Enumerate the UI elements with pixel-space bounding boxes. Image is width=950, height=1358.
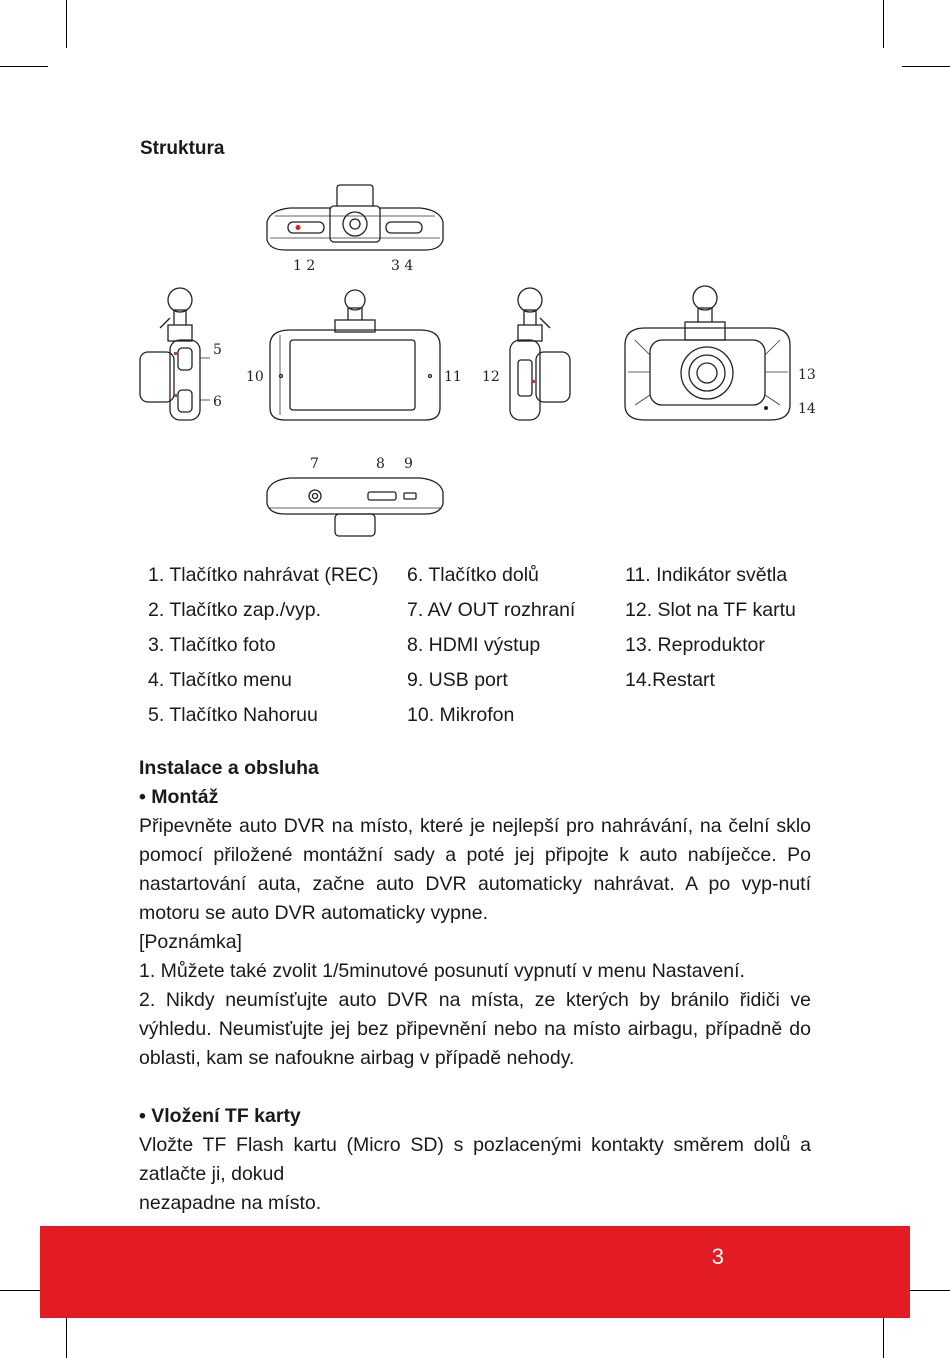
legend-item: 14.Restart: [625, 669, 715, 691]
legend-item: 6. Tlačítko dolů: [407, 564, 539, 586]
legend-item: 4. Tlačítko menu: [148, 669, 292, 691]
mount-subtitle: • Montáž: [139, 786, 219, 808]
bottom-view: [267, 478, 443, 536]
rear-screen-view: [270, 290, 440, 420]
top-view: [267, 185, 443, 250]
tf-card-subtitle: • Vložení TF karty: [139, 1105, 301, 1127]
diagram-label: 12: [482, 369, 500, 385]
diagram-label: 7: [310, 456, 319, 472]
diagram-label: 11: [444, 369, 462, 385]
installation-section: [139, 754, 811, 1218]
legend-item: 5. Tlačítko Nahoruu: [148, 704, 318, 726]
mount-paragraph: Připevněte auto DVR na místo, které je nejlepší pro nahrávání, na čelní sklo pomocí přiložené montážní sady a poté jej připojte k auto nabíječce. Po nastartování auta, začne auto DVR automaticky nahrávat. A po vyp-nutí motoru se auto DVR automaticky vypne.: [139, 815, 811, 924]
legend-item: 9. USB port: [407, 669, 508, 691]
legend-item: 10. Mikrofon: [407, 704, 515, 726]
note-item: 1. Můžete také zvolit 1/5minutové posunutí vypnutí v menu Nastavení.: [139, 960, 745, 982]
footer-band: [40, 1226, 910, 1318]
diagram-label: 14: [798, 401, 816, 417]
diagram-label: 3 4: [391, 258, 414, 274]
legend-column: [148, 558, 378, 733]
diagram-label: 8: [376, 456, 385, 472]
tf-card-paragraph: Vložte TF Flash kartu (Micro SD) s pozlacenými kontakty směrem dolů a zatlačte ji, dokud: [139, 1134, 811, 1185]
diagram-label: 10: [246, 369, 264, 385]
left-side-view: [140, 288, 210, 420]
camera-front-view: [625, 286, 790, 420]
legend-item: 12. Slot na TF kartu: [625, 599, 796, 621]
right-side-view: [510, 288, 570, 420]
legend-item: 13. Reproduktor: [625, 634, 765, 656]
section-title: Struktura: [140, 138, 225, 159]
spacer: [139, 1073, 811, 1102]
legend-item: 3. Tlačítko foto: [148, 634, 276, 656]
diagram-label: 6: [213, 394, 222, 410]
legend-item: 1. Tlačítko nahrávat (REC): [148, 564, 379, 586]
page-number: 3: [711, 1244, 724, 1269]
tf-card-paragraph-end: nezapadne na místo.: [139, 1192, 322, 1214]
legend-item: 7. AV OUT rozhraní: [407, 599, 576, 621]
installation-title: Instalace a obsluha: [139, 757, 319, 779]
diagram-label: 13: [798, 367, 816, 383]
diagram-label: 1 2: [293, 258, 316, 274]
legend-column: [625, 558, 796, 698]
diagram-label: 9: [404, 456, 413, 472]
diagram-label: 5: [213, 342, 222, 358]
note-item: 2. Nikdy neumísťujte auto DVR na místa, ze kterých by bránilo řidiči ve výhledu. Neumisťujte jej bez připevnění nebo na místo airbagu, případně do oblasti, kam se nafoukne airbag v případě nehody.: [139, 989, 811, 1069]
legend-item: 2. Tlačítko zap./vyp.: [148, 599, 322, 621]
legend-item: 11. Indikátor světla: [625, 564, 788, 586]
note-label: [Poznámka]: [139, 931, 242, 953]
device-diagram: [130, 180, 830, 545]
legend-column: [407, 558, 575, 733]
legend-item: 8. HDMI výstup: [407, 634, 541, 656]
